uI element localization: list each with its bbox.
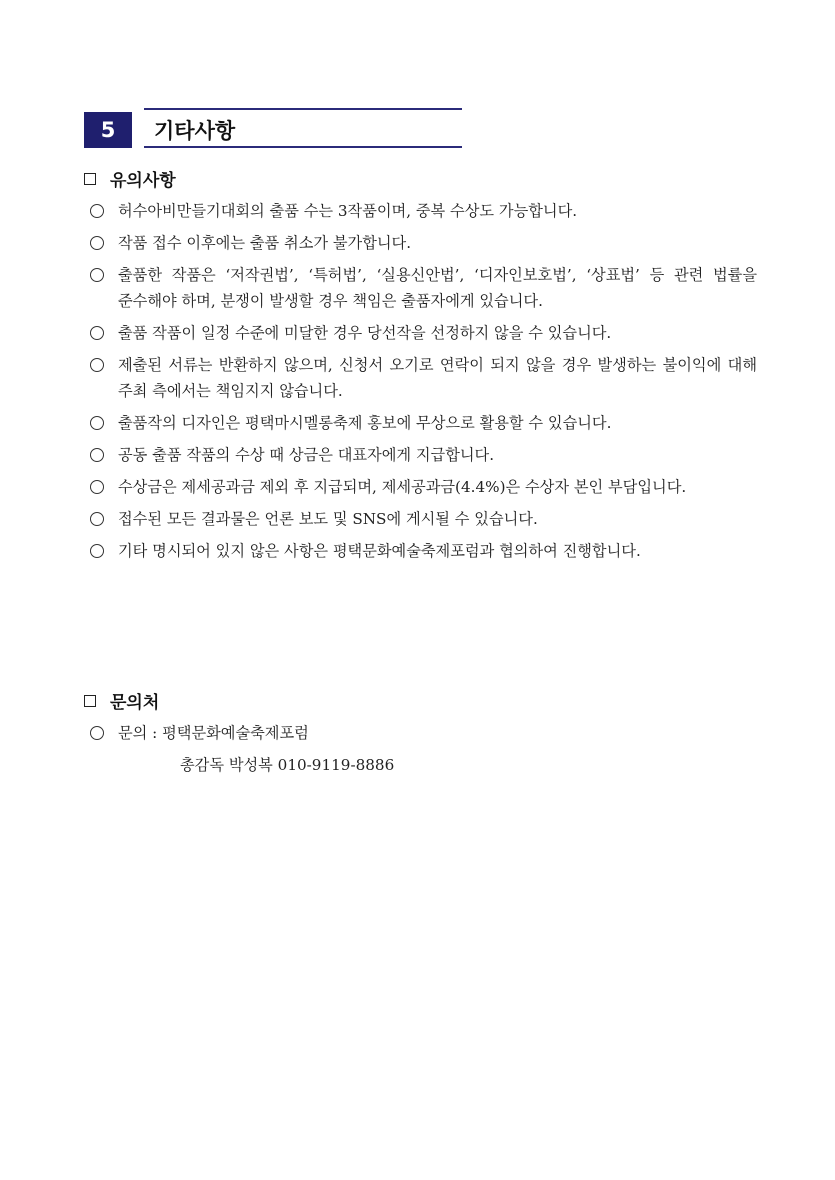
note-text: 출품한 작품은 ‘저작권법’, ‘특허법’, ‘실용신안법’, ‘디자인보호법’, ‘상표법’ 등 관련 법률을 준수해야 하며, 분쟁이 발생할 경우 책임은 출품자에게 있습니다.	[118, 266, 757, 310]
contact-text-2: 총감독 박성복 010-9119-8886	[180, 756, 395, 774]
list-item	[90, 442, 757, 468]
square-bullet-icon	[84, 173, 96, 185]
notes-heading	[84, 166, 176, 191]
circle-bullet-icon	[90, 448, 104, 462]
section-number: 5	[84, 112, 132, 148]
note-text: 허수아비만들기대회의 출품 수는 3작품이며, 중복 수상도 가능합니다.	[118, 202, 578, 220]
list-item	[90, 506, 757, 532]
square-bullet-icon	[84, 695, 96, 707]
note-text: 제출된 서류는 반환하지 않으며, 신청서 오기로 연락이 되지 않을 경우 발생하는 불이익에 대해 주최 측에서는 책임지지 않습니다.	[118, 356, 757, 400]
section-header	[84, 108, 462, 150]
note-text: 기타 명시되어 있지 않은 사항은 평택문화예술축제포럼과 협의하여 진행합니다.	[118, 542, 641, 560]
notes-list	[90, 198, 757, 570]
circle-bullet-icon	[90, 358, 104, 372]
list-item	[90, 198, 757, 224]
contact-heading-label: 문의처	[110, 693, 160, 713]
list-item	[90, 320, 757, 346]
circle-bullet-icon	[90, 726, 104, 740]
circle-bullet-icon	[90, 204, 104, 218]
note-text: 출품 작품이 일정 수준에 미달한 경우 당선작을 선정하지 않을 수 있습니다.	[118, 324, 612, 342]
circle-bullet-icon	[90, 480, 104, 494]
section-title: 기타사항	[154, 119, 236, 143]
note-text: 접수된 모든 결과물은 언론 보도 및 SNS에 게시될 수 있습니다.	[118, 510, 538, 528]
circle-bullet-icon	[90, 236, 104, 250]
contact-heading	[84, 688, 159, 713]
contact-line-1	[90, 720, 309, 746]
circle-bullet-icon	[90, 326, 104, 340]
notes-heading-label: 유의사항	[110, 171, 176, 191]
note-text: 작품 접수 이후에는 출품 취소가 불가합니다.	[118, 234, 412, 252]
list-item	[90, 538, 757, 564]
note-text: 공동 출품 작품의 수상 때 상금은 대표자에게 지급합니다.	[118, 446, 495, 464]
list-item	[90, 352, 757, 404]
section-title-box	[144, 108, 462, 148]
list-item	[90, 410, 757, 436]
circle-bullet-icon	[90, 512, 104, 526]
contact-text-1: 문의 : 평택문화예술축제포럼	[118, 724, 309, 742]
list-item	[90, 230, 757, 256]
circle-bullet-icon	[90, 268, 104, 282]
circle-bullet-icon	[90, 544, 104, 558]
note-text: 수상금은 제세공과금 제외 후 지급되며, 제세공과금(4.4%)은 수상자 본인 부담입니다.	[118, 478, 687, 496]
note-text: 출품작의 디자인은 평택마시멜롱축제 홍보에 무상으로 활용할 수 있습니다.	[118, 414, 612, 432]
contact-line-2	[180, 752, 394, 778]
list-item	[90, 262, 757, 314]
circle-bullet-icon	[90, 416, 104, 430]
list-item	[90, 474, 757, 500]
